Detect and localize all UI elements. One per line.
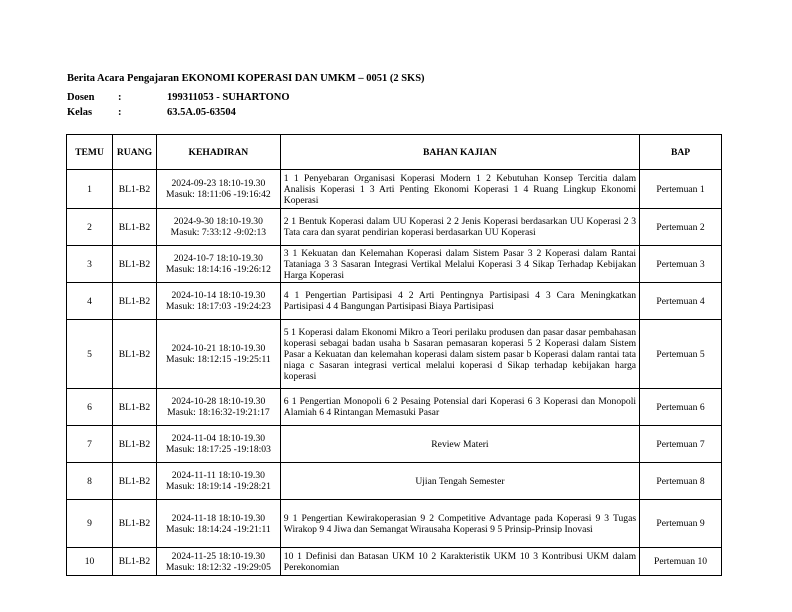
- col-header-kehadiran: KEHADIRAN: [156, 135, 280, 170]
- cell-temu: 1: [67, 170, 113, 209]
- cell-bap: Pertemuan 2: [640, 209, 722, 246]
- cell-bahan-kajian: 4 1 Pengertian Partisipasi 4 2 Arti Pentingnya Partisipasi 4 3 Cara Meningkatkan Partisipasi 4 4 Bangungan Partisipasi Biaya Partisipasi: [280, 283, 639, 320]
- cell-kehadiran: [156, 246, 280, 283]
- cell-bap: Pertemuan 8: [640, 463, 722, 500]
- col-header-ruang: RUANG: [112, 135, 156, 170]
- table-row: [67, 283, 722, 320]
- cell-kehadiran: [156, 426, 280, 463]
- cell-ruang: BL1-B2: [112, 463, 156, 500]
- kehadiran-masuk: Masuk: 18:12:15 -19:25:11: [166, 354, 271, 365]
- table-header-row: [67, 135, 722, 170]
- cell-temu: 10: [67, 548, 113, 576]
- cell-bahan-kajian: 2 1 Bentuk Koperasi dalam UU Koperasi 2 2 Jenis Koperasi berdasarkan UU Koperasi 2 3 Tata cara dan syarat pendirian koperasi berdasarkan UU Koperasi: [280, 209, 639, 246]
- table-row: [67, 548, 722, 576]
- table-row: [67, 209, 722, 246]
- table-row: [67, 389, 722, 426]
- dosen-label: Dosen: [67, 92, 95, 103]
- dosen-colon: :: [118, 92, 122, 103]
- kehadiran-masuk: Masuk: 18:17:25 -19:18:03: [165, 444, 271, 455]
- kehadiran-jadwal: 2024-10-7 18:10-19.30: [173, 253, 263, 264]
- cell-bahan-kajian: 1 1 Penyebaran Organisasi Koperasi Modern 1 2 Kebutuhan Konsep Tercitia dalam Analisis Koperasi 1 3 Arti Penting Ekonomi Koperasi 1 4 Ruang Lingkup Ekonomi Koperasi: [280, 170, 639, 209]
- cell-kehadiran: [156, 463, 280, 500]
- cell-ruang: BL1-B2: [112, 320, 156, 389]
- cell-bahan-kajian: 6 1 Pengertian Monopoli 6 2 Pesaing Potensial dari Koperasi 6 3 Koperasi dan Monopoli Alamiah 6 4 Rintangan Memasuki Pasar: [280, 389, 639, 426]
- cell-temu: 2: [67, 209, 113, 246]
- kehadiran-jadwal: 2024-10-21 18:10-19.30: [171, 343, 266, 354]
- cell-bap: Pertemuan 6: [640, 389, 722, 426]
- cell-temu: 7: [67, 426, 113, 463]
- cell-ruang: BL1-B2: [112, 170, 156, 209]
- kehadiran-jadwal: 2024-11-11 18:10-19.30: [171, 470, 265, 481]
- cell-bap: Pertemuan 7: [640, 426, 722, 463]
- kehadiran-jadwal: 2024-11-25 18:10-19.30: [171, 550, 266, 562]
- kehadiran-masuk: Masuk: 18:16:32-19:21:17: [167, 407, 270, 418]
- cell-kehadiran: [156, 170, 280, 209]
- cell-temu: 3: [67, 246, 113, 283]
- cell-ruang: BL1-B2: [112, 283, 156, 320]
- cell-temu: 9: [67, 500, 113, 548]
- kehadiran-masuk: Masuk: 7:33:12 -9:02:13: [170, 227, 267, 238]
- cell-bahan-kajian: 5 1 Koperasi dalam Ekonomi Mikro a Teori perilaku produsen dan pasar dasar pembahasan koperasi sebagai badan usaha b Sasaran pemasaran koperasi 5 2 Koperasi dalam Sistem Pasar a Kekuatan dan kelemahan koperasi dalam sistem pasar b Koperasi dalam rantai tata niaga c Sasaran integrasi vertical melalui koperasi d Sikap terhadap kebijakan harga koperasi: [280, 320, 639, 389]
- kehadiran-jadwal: 2024-9-30 18:10-19.30: [173, 216, 263, 227]
- cell-bahan-kajian: Review Materi: [280, 426, 639, 463]
- cell-bahan-kajian: Ujian Tengah Semester: [280, 463, 639, 500]
- kelas-label: Kelas: [67, 107, 93, 118]
- cell-ruang: BL1-B2: [112, 209, 156, 246]
- cell-ruang: BL1-B2: [112, 246, 156, 283]
- table-row: [67, 426, 722, 463]
- cell-kehadiran: [156, 500, 280, 548]
- cell-bap: Pertemuan 3: [640, 246, 722, 283]
- cell-kehadiran: [156, 209, 280, 246]
- cell-temu: 4: [67, 283, 113, 320]
- cell-bahan-kajian: 9 1 Pengertian Kewirakoperasian 9 2 Competitive Advantage pada Koperasi 9 3 Tugas Wirakop 9 4 Jiwa dan Semangat Wirausaha Koperasi 9 5 Prinsip-Prinsip Inovasi: [280, 500, 639, 548]
- cell-kehadiran: [156, 389, 280, 426]
- cell-temu: 6: [67, 389, 113, 426]
- cell-ruang: BL1-B2: [112, 548, 156, 576]
- kehadiran-masuk: Masuk: 18:14:16 -19:26:12: [165, 264, 271, 275]
- table-row: [67, 170, 722, 209]
- cell-bahan-kajian: 3 1 Kekuatan dan Kelemahan Koperasi dalam Sistem Pasar 3 2 Koperasi dalam Rantai Tataniaga 3 3 Sasaran Integrasi Vertikal Melalui Koperasi 3 4 Sikap Terhadap Kebijakan Harga Koperasi: [280, 246, 639, 283]
- kehadiran-masuk: Masuk: 18:14:24 -19:21:11: [166, 523, 271, 535]
- cell-bap: Pertemuan 9: [640, 500, 722, 548]
- table-row: [67, 246, 722, 283]
- kelas-colon: :: [118, 107, 122, 118]
- cell-kehadiran: [156, 548, 280, 576]
- col-header-bap: BAP: [640, 135, 722, 170]
- table-row: [67, 320, 722, 389]
- cell-kehadiran: [156, 283, 280, 320]
- table-row: [67, 463, 722, 500]
- cell-bap: Pertemuan 5: [640, 320, 722, 389]
- cell-temu: 5: [67, 320, 113, 389]
- dosen-value: 199311053 - SUHARTONO: [167, 92, 290, 103]
- cell-ruang: BL1-B2: [112, 389, 156, 426]
- cell-bap: Pertemuan 10: [640, 548, 722, 576]
- attendance-table: [66, 134, 722, 576]
- kehadiran-jadwal: 2024-10-14 18:10-19.30: [171, 290, 266, 301]
- kelas-value: 63.5A.05-63504: [167, 107, 236, 118]
- cell-temu: 8: [67, 463, 113, 500]
- cell-bap: Pertemuan 4: [640, 283, 722, 320]
- cell-ruang: BL1-B2: [112, 500, 156, 548]
- kehadiran-masuk: Masuk: 18:19:14 -19:28:21: [165, 481, 271, 492]
- kehadiran-masuk: Masuk: 18:17:03 -19:24:23: [165, 301, 271, 312]
- table-row: [67, 500, 722, 548]
- kehadiran-jadwal: 2024-11-18 18:10-19.30: [171, 512, 266, 524]
- kehadiran-masuk: Masuk: 18:12:32 -19:29:05: [165, 561, 271, 573]
- cell-kehadiran: [156, 320, 280, 389]
- cell-bahan-kajian: 10 1 Definisi dan Batasan UKM 10 2 Karakteristik UKM 10 3 Kontribusi UKM dalam Perekonomian: [280, 548, 639, 576]
- col-header-temu: TEMU: [67, 135, 113, 170]
- kehadiran-jadwal: 2024-11-04 18:10-19.30: [171, 433, 266, 444]
- page-title: Berita Acara Pengajaran EKONOMI KOPERASI DAN UMKM – 0051 (2 SKS): [67, 73, 425, 84]
- kehadiran-jadwal: 2024-10-28 18:10-19.30: [171, 396, 266, 407]
- cell-ruang: BL1-B2: [112, 426, 156, 463]
- kehadiran-masuk: Masuk: 18:11:06 -19:16:42: [166, 189, 271, 200]
- col-header-bahan-kajian: BAHAN KAJIAN: [280, 135, 639, 170]
- kehadiran-jadwal: 2024-09-23 18:10-19.30: [171, 178, 266, 189]
- cell-bap: Pertemuan 1: [640, 170, 722, 209]
